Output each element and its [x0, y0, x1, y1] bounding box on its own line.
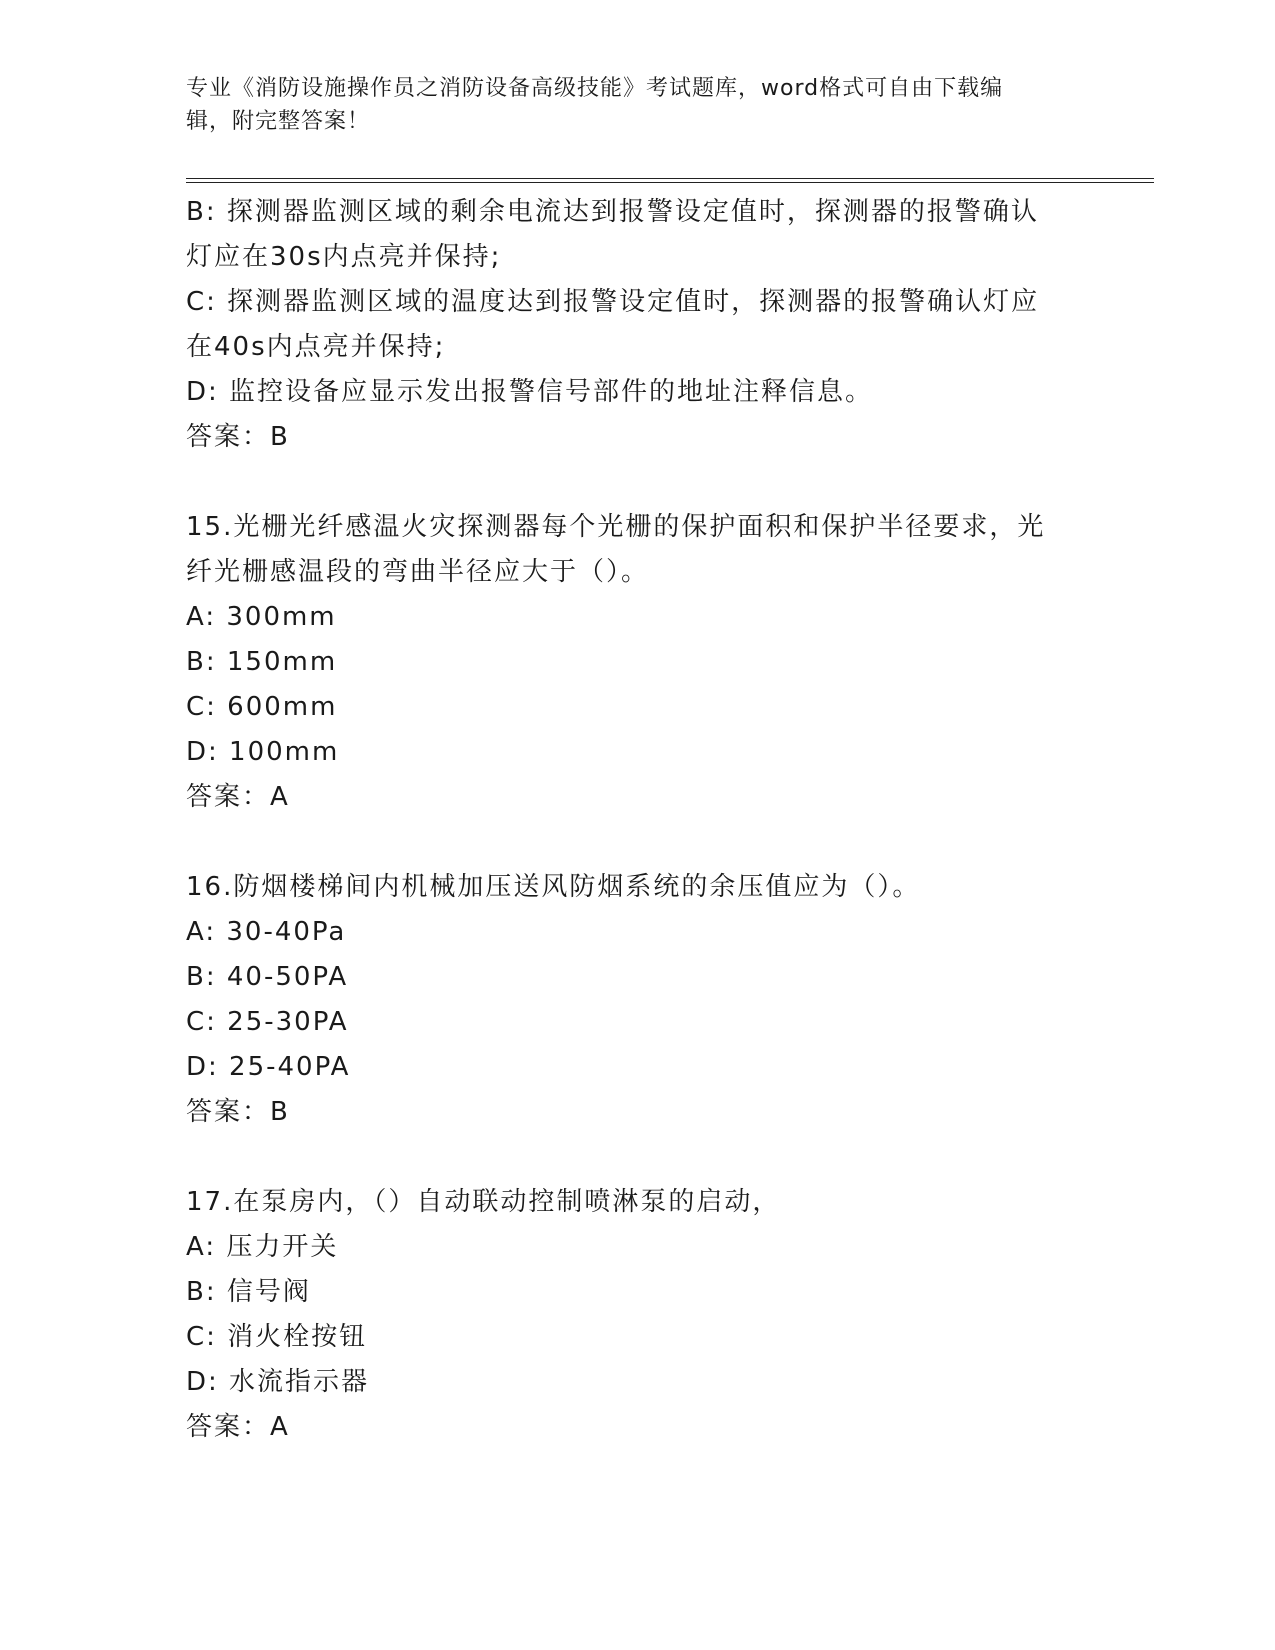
option-a: A: 30-40Pa: [186, 917, 347, 947]
option-b: B: 探测器监测区域的剩余电流达到报警设定值时，探测器的报警确认: [186, 197, 1039, 227]
page-header: [186, 72, 1066, 138]
option-b-continued: 灯应在30s内点亮并保持;: [186, 242, 502, 272]
option-d: D: 监控设备应显示发出报警信号部件的地址注释信息。: [186, 377, 874, 407]
question-stem: 17.在泵房内，（）自动联动控制喷淋泵的启动，: [186, 1187, 781, 1217]
option-c: C: 探测器监测区域的温度达到报警设定值时，探测器的报警确认灯应: [186, 287, 1040, 317]
document-body: [186, 190, 1086, 1450]
option-a: A: 压力开关: [186, 1232, 339, 1262]
question-stem: 16.防烟楼梯间内机械加压送风防烟系统的余压值应为（）。: [186, 872, 921, 902]
answer-line: 答案：A: [186, 1412, 290, 1442]
previous-question-remainder: [186, 190, 1086, 460]
question-17: [186, 1180, 1086, 1450]
question-stem-continued: 纤光栅感温段的弯曲半径应大于（）。: [186, 557, 650, 587]
spacer: [186, 1135, 1086, 1180]
option-c: C: 600mm: [186, 692, 338, 722]
question-16: [186, 865, 1086, 1135]
spacer: [186, 460, 1086, 505]
option-d: D: 水流指示器: [186, 1367, 370, 1397]
option-d: D: 25-40PA: [186, 1052, 351, 1082]
answer-line: 答案：B: [186, 422, 290, 452]
option-c-continued: 在40s内点亮并保持;: [186, 332, 446, 362]
answer-line: 答案：B: [186, 1097, 290, 1127]
header-line-2: 辑，附完整答案！: [186, 109, 371, 134]
header-divider: [186, 178, 1154, 183]
option-c: C: 消火栓按钮: [186, 1322, 368, 1352]
option-d: D: 100mm: [186, 737, 340, 767]
question-stem: 15.光栅光纤感温火灾探测器每个光栅的保护面积和保护半径要求，光: [186, 512, 1046, 542]
option-b: B: 40-50PA: [186, 962, 349, 992]
option-a: A: 300mm: [186, 602, 337, 632]
option-b: B: 150mm: [186, 647, 338, 677]
question-15: [186, 505, 1086, 820]
spacer: [186, 820, 1086, 865]
option-b: B: 信号阀: [186, 1277, 311, 1307]
answer-line: 答案：A: [186, 782, 290, 812]
option-c: C: 25-30PA: [186, 1007, 349, 1037]
header-line-1: 专业《消防设施操作员之消防设备高级技能》考试题库，word格式可自由下载编: [186, 76, 1004, 101]
